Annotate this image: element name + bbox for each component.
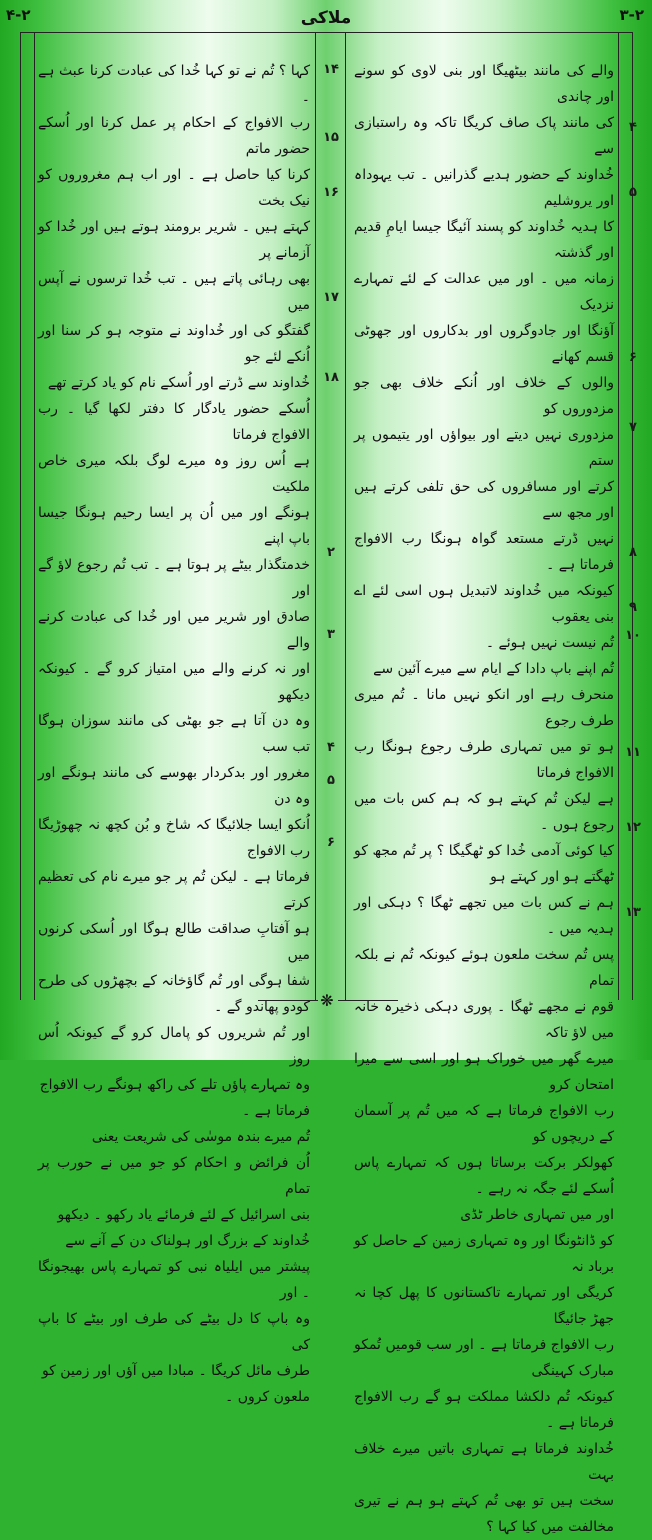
- verse-number: ۶: [327, 835, 335, 850]
- text-line: کہا ؟ تُم نے تو کہا خُدا کی عبادت کرنا عبث ہے ۔: [38, 63, 310, 105]
- header-rule: [20, 32, 632, 33]
- verse-number: ۴: [629, 120, 637, 135]
- verse-number: ۵: [327, 773, 335, 788]
- text-line: مزدوری نہیں دیتے اور بیواؤں اور یتیموں پر ستم: [354, 427, 614, 469]
- verse-number: ۱۷: [323, 290, 339, 305]
- verse-number: ۴: [327, 740, 335, 755]
- text-line: وہ دن آتا ہے جو بھٹی کی مانند سوزان ہوگا تب سب: [38, 713, 310, 755]
- text-line: کو ڈانٹونگا اور وہ تمہاری زمین کے حاصل کو برباد نہ: [354, 1233, 614, 1275]
- chapter-ref-left: ۴-۲: [6, 6, 31, 24]
- left-text-column: [38, 58, 310, 1410]
- book-title: ملاکی: [300, 8, 352, 28]
- text-line: رب الافواج فرماتا ہے ۔ اور سب قومیں تُمکو مبارک کہینگی: [354, 1337, 614, 1379]
- right-text-column: [354, 58, 614, 1540]
- footer-rule-right: [338, 1000, 398, 1001]
- text-line: رب الافواج کے احکام پر عمل کرنا اور اُسکے حضور ماتم: [38, 115, 310, 157]
- text-line: کیا کوئی آدمی خُدا کو ٹھگیگا ؟ پر تُم مجھ کو ٹھگتے ہو اور کہتے ہو: [354, 843, 614, 885]
- verse-number: ۱۸: [323, 370, 339, 385]
- text-line: پیشتر میں ایلیاہ نبی کو تمہارے پاس بھیجونگا ۔ اور: [38, 1259, 310, 1301]
- text-line: کی مانند پاک صاف کریگا تاکہ وہ راستبازی سے: [354, 115, 614, 157]
- text-line: اُسکے حضور یادگار کا دفتر لکھا گیا ۔ رب الافواج فرماتا: [38, 401, 310, 443]
- text-line: بنی اسرائیل کے لئے فرمائے یاد رکھو ۔ دیکھو: [57, 1207, 310, 1223]
- text-line: ہو تو میں تمہاری طرف رجوع ہونگا رب الافواج فرماتا: [354, 739, 614, 781]
- verse-number: ۷: [629, 420, 637, 435]
- text-line: خُداوند کے حضور ہدیے گذرانیں ۔ تب یہوداہ اور یروشلیم: [354, 167, 614, 209]
- text-line: منحرف رہے اور انکو نہیں مانا ۔ تُم میری طرف رجوع: [354, 687, 614, 729]
- text-line: تُم اپنے باپ دادا کے ایام سے میرے آئین سے: [373, 661, 614, 677]
- verse-number: ۱۳: [625, 905, 641, 920]
- verse-number: ۲: [327, 545, 335, 560]
- text-line: زمانہ میں ۔ اور میں عدالت کے لئے تمہارے نزدیک: [354, 271, 614, 313]
- footer-rule-left: [258, 1000, 318, 1001]
- text-line: بھی رہائی پاتے ہیں ۔ تب خُدا ترسوں نے آپس میں: [38, 271, 310, 313]
- right-inner-line: [618, 32, 619, 1000]
- text-line: کیونکہ میں خُداوند لاتبدیل ہوں اسی لئے اے بنی یعقوب: [354, 583, 614, 625]
- page-header: [0, 0, 652, 36]
- text-line: والے کی مانند بیٹھیگا اور بنی لاوی کو سونے اور چاندی: [354, 63, 614, 105]
- verse-number: ۱۵: [323, 130, 339, 145]
- text-line: اُنکو ایسا جلائیگا کہ شاخ و بُن کچھ نہ چھوڑیگا رب الافواج: [38, 817, 310, 859]
- text-line: وہ تمہارے پاؤں تلے کی راکھ ہونگے رب الافواج: [39, 1077, 310, 1093]
- text-line: میرے گھر میں خوراک ہو اور اسی سے میرا امتحان کرو: [354, 1051, 614, 1093]
- text-line: طرف مائل کریگا ۔ مبادا میں آؤں اور زمین کو: [41, 1363, 310, 1379]
- text-line: تُم نیست نہیں ہوئے ۔: [485, 635, 614, 651]
- text-line: کرنا کیا حاصل ہے ۔ اور اب ہم مغروروں کو نیک بخت: [38, 167, 310, 209]
- text-line: کہتے ہیں ۔ شریر برومند ہوتے ہیں اور خُدا کو آزمانے پر: [38, 219, 310, 261]
- chapter-ref-right: ۳-۲: [619, 6, 644, 24]
- verse-number: ۱۴: [323, 62, 339, 77]
- text-line: آؤنگا اور جادوگروں اور بدکاروں اور جھوٹی قسم کھانے: [354, 323, 614, 365]
- verse-number: ۱۱: [625, 745, 641, 760]
- text-line: ہونگے اور میں اُن پر ایسا رحیم ہونگا جیسا باپ اپنے: [38, 505, 310, 547]
- column-divider-line: [345, 32, 346, 1000]
- verse-number: ۶: [629, 350, 637, 365]
- text-line: نہیں ڈرتے مستعد گواہ ہونگا رب الافواج فرماتا ہے ۔: [354, 531, 614, 573]
- text-line: فرماتا ہے ۔: [242, 1103, 310, 1119]
- text-line: ملعون کروں ۔: [225, 1389, 310, 1405]
- text-line: کیونکہ تُم دلکشا مملکت ہو گے رب الافواج فرماتا ہے ۔: [354, 1389, 614, 1431]
- verse-number: ۱۶: [323, 185, 339, 200]
- text-line: صادق اور شریر میں اور خُدا کی عبادت کرنے والے: [38, 609, 310, 651]
- text-line: ہے لیکن تُم کہتے ہو کہ ہم کس بات میں رجوع ہوں ۔: [354, 791, 614, 833]
- verse-number: ۹: [629, 600, 637, 615]
- footer-ornament: ❋: [320, 991, 334, 1010]
- text-line: اور میں تمہاری خاطر ٹڈی: [460, 1207, 614, 1223]
- text-line: کا ہدیہ خُداوند کو پسند آئیگا جیسا ایامِ قدیم اور گذشتہ: [354, 219, 614, 261]
- verse-number: ۱۰: [625, 628, 641, 643]
- text-line: ہو آفتابِ صداقت طالع ہوگا اور اُسکی کرنوں میں: [38, 921, 310, 963]
- left-column-verse-gutter-line: [315, 32, 316, 1000]
- text-line: شفا ہوگی اور تُم گاؤخانہ کے بچھڑوں کی طرح کودو پھاندو گے ۔: [38, 973, 310, 1015]
- text-line: اور تُم شریروں کو پامال کرو گے کیونکہ اُس روز: [38, 1025, 310, 1067]
- verse-number: ۱۲: [625, 820, 641, 835]
- text-line: کرتے اور مسافروں کی حق تلفی کرتے ہیں اور مجھ سے: [354, 479, 614, 521]
- text-line: مغرور اور بدکردار بھوسے کی مانند ہونگے اور وہ دن: [38, 765, 310, 807]
- verse-number: ۸: [629, 545, 637, 560]
- text-line: اور نہ کرنے والے میں امتیاز کرو گے ۔ کیونکہ دیکھو: [38, 661, 310, 703]
- verse-number: ۵: [629, 185, 637, 200]
- text-line: کھولکر برکت برساتا ہوں کہ تمہارے پاس اُسکے لئے جگہ نہ رہے ۔: [354, 1155, 614, 1197]
- verse-number: ۳: [327, 627, 335, 642]
- text-line: خُداوند فرماتا ہے تمہاری باتیں میرے خلاف بہت: [354, 1441, 614, 1483]
- text-line: کریگی اور تمہارے تاکستانوں کا پھل کچا نہ جھڑ جائیگا: [354, 1285, 614, 1327]
- text-line: والوں کے خلاف اور اُنکے خلاف بھی جو مزدوروں کو: [354, 375, 614, 417]
- right-border-line: [632, 32, 633, 1000]
- text-line: خدمتگذار بیٹے پر ہوتا ہے ۔ تب تُم رجوع لاؤ گے اور: [38, 557, 310, 599]
- text-line: فرماتا ہے ۔ لیکن تُم پر جو میرے نام کی تعظیم کرتے: [38, 869, 310, 911]
- text-line: سخت ہیں تو بھی تُم کہتے ہو ہم نے تیری مخالفت میں کیا کہا ؟: [354, 1493, 614, 1535]
- left-border-line: [20, 32, 21, 1000]
- text-line: ہم نے کس بات میں تجھے ٹھگا ؟ دہکی اور ہدیہ میں ۔: [354, 895, 614, 937]
- text-line: پس تُم سخت ملعون ہوئے کیونکہ تُم نے بلکہ تمام: [354, 947, 614, 989]
- text-line: قوم نے مجھے ٹھگا ۔ پوری دہکی ذخیرہ خانہ میں لاؤ تاکہ: [354, 999, 614, 1041]
- text-line: تُم میرے بندہ موسٰی کی شریعت یعنی: [91, 1129, 310, 1145]
- text-line: وہ باپ کا دل بیٹے کی طرف اور بیٹے کا باپ کی: [38, 1311, 310, 1353]
- text-line: گفتگو کی اور خُداوند نے متوجہ ہو کر سنا اور اُنکے لئے جو: [38, 323, 310, 365]
- text-line: ہے اُس روز وہ میرے لوگ بلکہ میری خاص ملکیت: [38, 453, 310, 495]
- text-line: خُداوند سے ڈرتے اور اُسکے نام کو یاد کرتے تھے: [47, 375, 310, 391]
- text-line: اُن فرائض و احکام کو جو میں نے حورب پر تمام: [38, 1155, 310, 1197]
- text-line: رب الافواج فرماتا ہے کہ میں تُم پر آسمان کے دریچوں کو: [354, 1103, 614, 1145]
- text-line: خُداوند کے بزرگ اور ہولناک دن کے آنے سے: [65, 1233, 310, 1249]
- left-inner-line: [34, 32, 35, 1000]
